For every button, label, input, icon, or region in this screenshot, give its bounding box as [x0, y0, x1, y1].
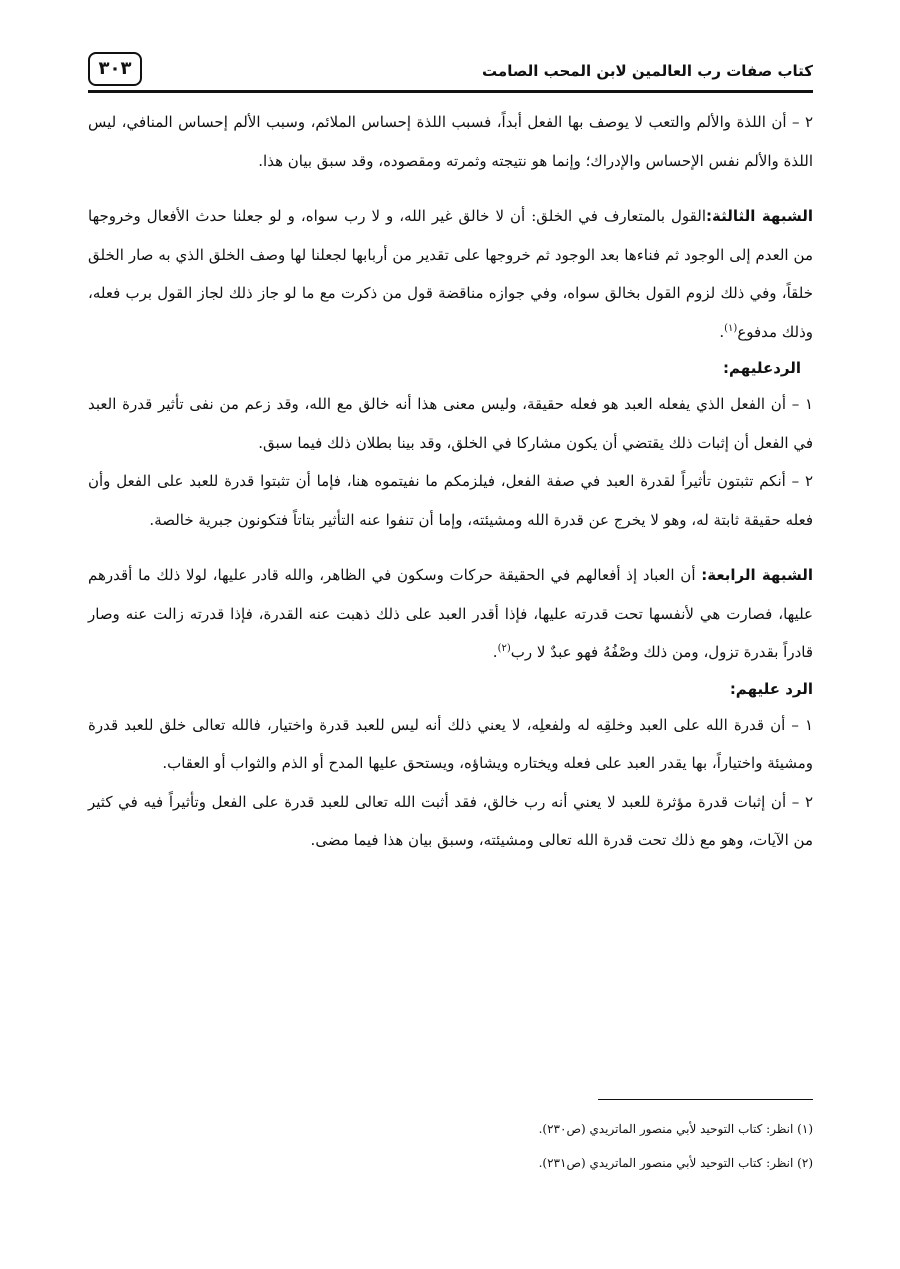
response-2-point-1: ١ – أن قدرة الله على العبد وخلقِه له ولفعلِه، لا يعني ذلك أنه ليس للعبد قدرة واختيار، فالله تعالى خلق للعبد قدرة ومشيئة واختياراً، بها يقدر العبد على فعله ويختاره ويشاؤه، ويستحق عليها المدح أو الذم والثواب أو العقاب.	[88, 715, 813, 772]
response-heading-2: الرد عليهم:	[729, 679, 813, 698]
page-header	[88, 52, 813, 90]
response-heading-1: الردعليهم:	[723, 359, 801, 377]
footnote-marker-2[interactable]: (٢)	[497, 643, 511, 654]
footnote-2: (٢) انظر: كتاب التوحيد لأبي منصور الماتريدي (ص٢٣١).	[538, 1156, 813, 1170]
third-doubt-end: .	[719, 322, 725, 341]
response-1-point-2: ٢ – أنكم تثبتون تأثيراً لقدرة العبد في صفة الفعل، فيلزمكم ما نفيتموه هنا، فإما أن تثبتوا قدرة للعبد على الفعل وأن فعله حقيقة ثابتة له، وهو لا يخرج عن قدرة الله ومشيئته، وإما أن تنفوا عنه التأثير بتاتاً فتكونون جبرية خالصة.	[88, 472, 813, 529]
spacer	[88, 180, 813, 197]
book-title: كتاب صفات رب العالمين لابن المحب الصامت	[482, 62, 813, 80]
footnote-1: (١) انظر: كتاب التوحيد لأبي منصور الماتريدي (ص٢٣٠).	[538, 1122, 813, 1136]
paragraph-fourth-doubt	[88, 556, 813, 672]
third-doubt-label: الشبهة الثالثة:	[705, 207, 813, 225]
footnote-divider	[598, 1099, 813, 1100]
footnote-marker-1[interactable]: (١)	[724, 322, 738, 334]
main-text	[88, 103, 813, 860]
fourth-doubt-text: أن العباد إذ أفعالهم في الحقيقة حركات وسكون في الظاهر، والله قادر عليها، لولا ذلك ما أقدرهم عليها، فصارت هي لأنفسها تحت قدرته عليها، فإذا أقدر العبد على ذلك ذهبت عنه القدرة، فإذا قدرته زالت عنه وصار قادراً بقدرة تزول، ومن ذلك وصْفُهُ فهو عبدٌ لا رب	[88, 566, 813, 661]
footnotes	[88, 1112, 813, 1180]
paragraph-third-doubt	[88, 197, 813, 351]
fourth-doubt-label: الشبهة الرابعة:	[701, 566, 813, 584]
page-number: ٣٠٣	[88, 52, 142, 86]
response-1-point-1: ١ – أن الفعل الذي يفعله العبد هو فعله حقيقة، وليس معنى هذا أنه خالق مع الله، وقد زعم من نفى تأثير قدرة العبد في الفعل أن إثبات ذلك يقتضي أن يكون مشاركا في الخلق، وقد بينا بطلان ذلك فيما سبق.	[88, 395, 813, 452]
paragraph-pain-pleasure: ٢ – أن اللذة والألم والتعب لا يوصف بها الفعل أبداً، فسبب اللذة إحساس الملائم، وسبب الألم إحساس المنافي، ليس اللذة والألم نفس الإحساس والإدراك؛ وإنما هو نتيجته وثمرته ومقصوده، وقد سبق بيان هذا.	[88, 113, 813, 170]
response-2-point-2: ٢ – أن إثبات قدرة مؤثرة للعبد لا يعني أنه رب خالق، فقد أثبت الله تعالى للعبد قدرة على الفعل وتأثيراً فيه في كثير من الآيات، وهو مع ذلك تحت قدرة الله تعالى ومشيئته، وسبق بيان هذا فيما مضى.	[88, 792, 813, 849]
third-doubt-text: القول بالمتعارف في الخلق: أن لا خالق غير الله، و لا رب سواه، و لو جعلنا حدث الأفعال وخروجها من العدم إلى الوجود ثم فناءها بعد الوجود ثم خروجها على تقدير من أربابها لجعلنا لها وصف الخلق الذي به صار الخلق خلقاً، وفي ذلك لزوم القول بخالق سواه، وفي جوازه مناقضة قول من ذكرت مع ما لو جاز ذلك لجاز القول برب فعله، وذلك مدفوع	[88, 207, 813, 341]
header-divider	[88, 90, 813, 93]
fourth-doubt-end: .	[492, 643, 498, 661]
spacer	[88, 539, 813, 556]
